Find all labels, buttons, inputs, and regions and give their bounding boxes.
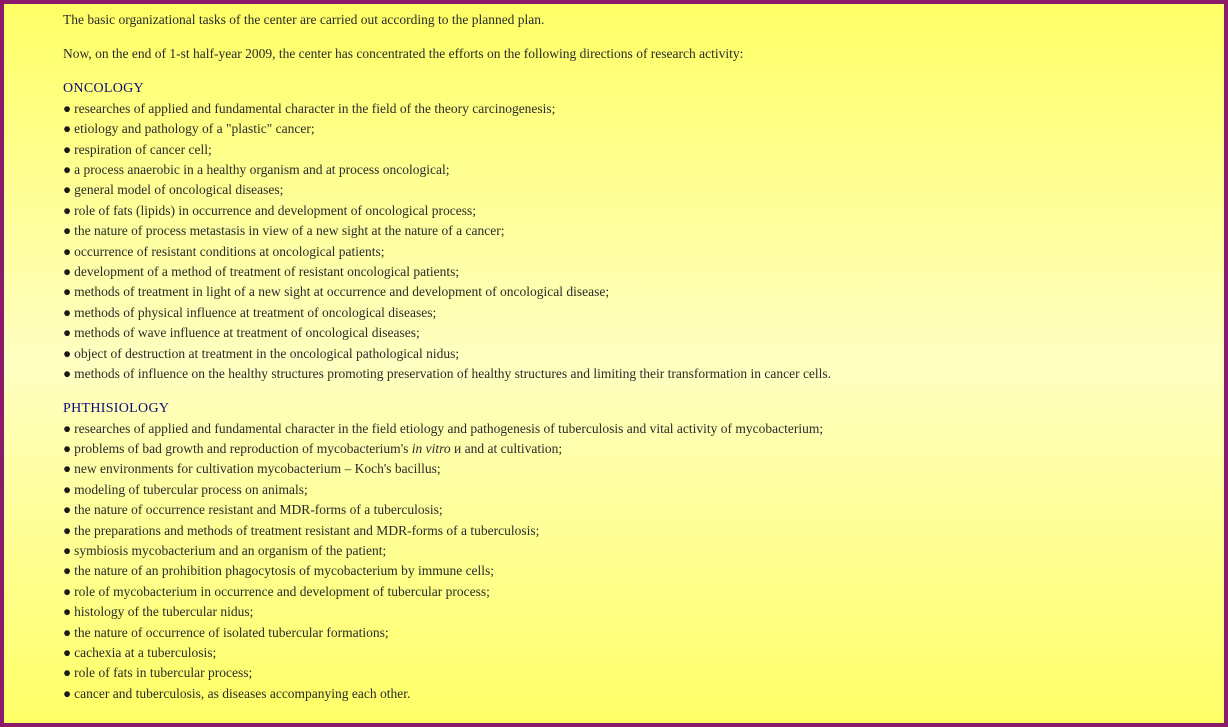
- list-item-text: symbiosis mycobacterium and an organism of the patient;: [74, 542, 387, 558]
- phthisiology-list-item: [63, 582, 1213, 602]
- list-item-text: development of a method of treatment of resistant oncological patients;: [74, 264, 460, 280]
- phthisiology-list-item: [63, 459, 1213, 479]
- bullet-icon: ●: [63, 624, 72, 640]
- list-item-text: general model of oncological diseases;: [74, 182, 284, 198]
- bullet-icon: ●: [63, 243, 72, 259]
- phthisiology-list-item: [63, 663, 1213, 683]
- bullet-icon: ●: [63, 522, 72, 538]
- oncology-list-item: [63, 221, 1213, 241]
- list-item-text: methods of treatment in light of a new sight at occurrence and development of oncological disease;: [74, 284, 610, 300]
- bullet-icon: ●: [63, 502, 72, 518]
- oncology-list-item: [63, 323, 1213, 343]
- bullet-icon: ●: [63, 325, 72, 341]
- bullet-icon: ●: [63, 420, 72, 436]
- bullet-icon: ●: [63, 542, 72, 558]
- list-item-text: the preparations and methods of treatment resistant and MDR-forms of a tuberculosis;: [74, 522, 540, 538]
- list-item-text: methods of wave influence at treatment of oncological diseases;: [74, 325, 420, 341]
- phthisiology-list-item: [63, 561, 1213, 581]
- list-item-text: role of fats (lipids) in occurrence and development of oncological process;: [74, 202, 477, 218]
- bullet-icon: ●: [63, 644, 72, 660]
- list-item-text: researches of applied and fundamental character in the field of the theory carcinogenesis;: [74, 100, 556, 116]
- list-item-text-pre: problems of bad growth and reproduction of mycobacterium's: [74, 440, 412, 456]
- phthisiology-list-item: [63, 643, 1213, 663]
- list-item-text-italic: in vitro: [411, 440, 451, 456]
- list-item-text: etiology and pathology of a "plastic" cancer;: [74, 121, 315, 137]
- bullet-icon: ●: [63, 284, 72, 300]
- bullet-icon: ●: [63, 202, 72, 218]
- oncology-list-item: [63, 364, 1213, 384]
- list-item-text: the nature of occurrence of isolated tubercular formations;: [74, 624, 389, 640]
- oncology-list-item: [63, 140, 1213, 160]
- oncology-heading: ONCOLOGY: [63, 80, 144, 96]
- intro-paragraph: The basic organizational tasks of the center are carried out according to the planned plan.: [63, 12, 545, 27]
- bullet-icon: ●: [63, 481, 72, 497]
- phthisiology-list-item: [63, 541, 1213, 561]
- bullet-icon: ●: [63, 223, 72, 239]
- bullet-icon: ●: [63, 264, 72, 280]
- bullet-icon: ●: [63, 604, 72, 620]
- directions-paragraph: Now, on the end of 1-st half-year 2009, the center has concentrated the efforts on the following directions of research activity:: [63, 46, 744, 62]
- bullet-icon: ●: [63, 366, 72, 382]
- oncology-list-item: [63, 262, 1213, 282]
- oncology-list-item: [63, 282, 1213, 302]
- phthisiology-list-item: [63, 439, 1213, 459]
- list-item-text: a process anaerobic in a healthy organism and at process oncological;: [74, 162, 450, 178]
- list-item-text: the nature of process metastasis in view of a new sight at the nature of a cancer;: [74, 223, 505, 239]
- bullet-icon: ●: [63, 440, 72, 456]
- list-item-text: histology of the tubercular nidus;: [74, 604, 254, 620]
- list-item-text: researches of applied and fundamental character in the field etiology and pathogenesis of tuberculosis and vital activity of mycobacterium;: [74, 420, 824, 436]
- bullet-icon: ●: [63, 182, 72, 198]
- phthisiology-heading: PHTHISIOLOGY: [63, 400, 170, 416]
- phthisiology-list-item: [63, 419, 1213, 439]
- oncology-list: [63, 99, 1213, 385]
- phthisiology-list-item: [63, 684, 1213, 704]
- list-item-text: new environments for cultivation mycobacterium – Koch's bacillus;: [74, 461, 441, 477]
- phthisiology-list-item: [63, 500, 1213, 520]
- bullet-icon: ●: [63, 162, 72, 178]
- phthisiology-list: [63, 419, 1213, 705]
- oncology-list-item: [63, 99, 1213, 119]
- bullet-icon: ●: [63, 685, 72, 701]
- list-item-text: cancer and tuberculosis, as diseases accompanying each other.: [74, 685, 411, 701]
- phthisiology-list-item: [63, 602, 1213, 622]
- list-item-text: object of destruction at treatment in the oncological pathological nidus;: [74, 345, 460, 361]
- list-item-text: role of fats in tubercular process;: [74, 665, 253, 681]
- bullet-icon: ●: [63, 461, 72, 477]
- bullet-icon: ●: [63, 141, 72, 157]
- list-item-text-post: и and at cultivation;: [450, 440, 563, 456]
- list-item-text: cachexia at a tuberculosis;: [74, 644, 217, 660]
- oncology-list-item: [63, 119, 1213, 139]
- oncology-list-item: [63, 160, 1213, 180]
- list-item-text: methods of influence on the healthy structures promoting preservation of healthy structures and limiting their transformation in cancer cells.: [74, 366, 832, 382]
- list-item-text: the nature of an prohibition phagocytosis of mycobacterium by immune cells;: [74, 563, 495, 579]
- bullet-icon: ●: [63, 121, 72, 137]
- oncology-list-item: [63, 344, 1213, 364]
- list-item-text: occurrence of resistant conditions at oncological patients;: [74, 243, 385, 259]
- list-item-text: role of mycobacterium in occurrence and development of tubercular process;: [74, 583, 490, 599]
- list-item-text: modeling of tubercular process on animals;: [74, 481, 308, 497]
- oncology-list-item: [63, 180, 1213, 200]
- phthisiology-list-item: [63, 480, 1213, 500]
- bullet-icon: ●: [63, 304, 72, 320]
- oncology-list-item: [63, 201, 1213, 221]
- phthisiology-list-item: [63, 521, 1213, 541]
- list-item-text: the nature of occurrence resistant and MDR-forms of a tuberculosis;: [74, 502, 443, 518]
- list-item-text: methods of physical influence at treatment of oncological diseases;: [74, 304, 437, 320]
- oncology-list-item: [63, 242, 1213, 262]
- bullet-icon: ●: [63, 100, 72, 116]
- bullet-icon: ●: [63, 665, 72, 681]
- bullet-icon: ●: [63, 583, 72, 599]
- content-area: [63, 10, 1213, 718]
- bullet-icon: ●: [63, 563, 72, 579]
- oncology-list-item: [63, 303, 1213, 323]
- list-item-text: respiration of cancer cell;: [74, 141, 212, 157]
- bullet-icon: ●: [63, 345, 72, 361]
- phthisiology-list-item: [63, 623, 1213, 643]
